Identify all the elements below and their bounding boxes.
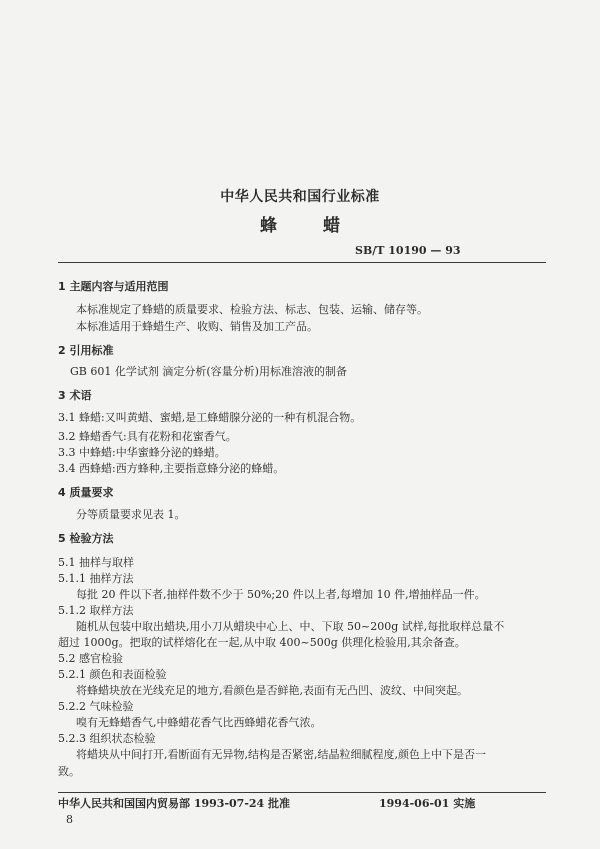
body-paragraph: 将蜡块从中间打开,看断面有无异物,结构是否紧密,结晶粒细腻程度,颜色上中下是否一 (76, 748, 486, 761)
body-paragraph: 随机从包装中取出蜡块,用小刀从蜡块中心上、中、下取 50~200g 试样,每批取样总量不 (76, 620, 505, 633)
footer-rule (58, 792, 546, 793)
section-2-title: 2 引用标准 (58, 344, 114, 357)
subsection-heading: 5.2 感官检验 (58, 652, 123, 665)
header-rule (58, 262, 546, 263)
body-paragraph: 超过 1000g。把取的试样熔化在一起,从中取 400~500g 供理化检验用,其余备查。 (58, 636, 466, 649)
term-item: 3.4 西蜂蜡:西方蜂种,主要指意蜂分泌的蜂蜡。 (58, 462, 285, 475)
document-title: 蜂 蜡 (260, 216, 360, 236)
subsection-heading: 5.2.3 组织状态检验 (58, 732, 156, 745)
section-4-title: 4 质量要求 (58, 486, 114, 499)
subsection-heading: 5.1 抽样与取样 (58, 556, 134, 569)
section-3-title: 3 术语 (58, 389, 92, 402)
page-number: 8 (66, 813, 73, 826)
standard-code: SB/T 10190 — 93 (355, 244, 461, 257)
term-item: 3.3 中蜂蜡:中华蜜蜂分泌的蜂蜡。 (58, 446, 226, 459)
body-paragraph: 致。 (58, 765, 80, 778)
term-item: 3.2 蜂蜡香气:具有花粉和花蜜香气。 (58, 430, 237, 443)
subsection-heading: 5.2.2 气味检验 (58, 700, 134, 713)
effective-date: 1994-06-01 实施 (379, 797, 476, 810)
body-paragraph: 将蜂蜡块放在光线充足的地方,看颜色是否鲜艳,表面有无凸凹、波纹、中间突起。 (76, 684, 468, 697)
section-1-paragraph: 本标准规定了蜂蜡的质量要求、检验方法、标志、包装、运输、储存等。 (76, 303, 428, 316)
body-paragraph: 每批 20 件以下者,抽样件数不少于 50%;20 件以上者,每增加 10 件,增抽样品一件。 (76, 588, 486, 601)
subsection-heading: 5.1.1 抽样方法 (58, 572, 134, 585)
approval-line: 中华人民共和国国内贸易部 1993-07-24 批准 (58, 797, 291, 810)
section-1-paragraph: 本标准适用于蜂蜡生产、收购、销售及加工产品。 (76, 320, 318, 333)
term-item: 3.1 蜂蜡:又叫黄蜡、蜜蜡,是工蜂蜡腺分泌的一种有机混合物。 (58, 411, 362, 424)
section-2-reference: GB 601 化学试剂 滴定分析(容量分析)用标准溶液的制备 (70, 365, 347, 378)
subsection-heading: 5.2.1 颜色和表面检验 (58, 668, 167, 681)
body-paragraph: 嗅有无蜂蜡香气,中蜂蜡花香气比西蜂蜡花香气浓。 (76, 716, 322, 729)
subsection-heading: 5.1.2 取样方法 (58, 604, 134, 617)
section-5-title: 5 检验方法 (58, 532, 114, 545)
section-1-title: 1 主题内容与适用范围 (58, 280, 169, 293)
section-4-paragraph: 分等质量要求见表 1。 (76, 508, 186, 521)
issuing-org-heading: 中华人民共和国行业标准 (220, 189, 380, 205)
